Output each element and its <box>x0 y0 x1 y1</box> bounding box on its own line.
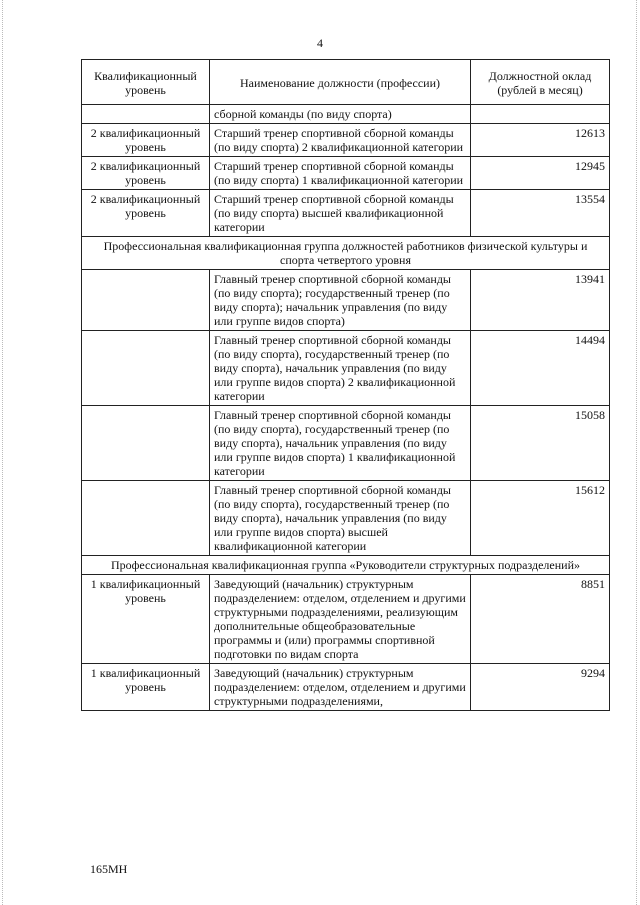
position-cell: Главный тренер спортивной сборной команды (по виду спорта), государственный тренер (по виду спорта), начальник управления (по виду или группе видов спорта) высшей квалификационной категории <box>210 481 471 556</box>
table-row <box>82 190 610 237</box>
table-row <box>82 664 610 711</box>
table-header-row <box>82 60 610 105</box>
header-level: Квалификационный уровень <box>82 60 210 105</box>
level-cell <box>82 331 210 406</box>
table-row <box>82 105 610 124</box>
table-body <box>82 105 610 711</box>
group-heading-row <box>82 556 610 575</box>
level-cell: 1 квалификационный уровень <box>82 664 210 711</box>
position-cell: Главный тренер спортивной сборной команды (по виду спорта); государственный тренер (по виду спорта); начальник управления (по виду или группе видов спорта) <box>210 270 471 331</box>
salary-cell: 15058 <box>471 406 610 481</box>
salary-cell <box>471 105 610 124</box>
salary-table <box>81 59 610 711</box>
document-code: 165МН <box>90 862 128 876</box>
position-cell: Заведующий (начальник) структурным подразделением: отделом, отделением и другими структурными подразделениями, реализующим дополнительные общеобразовательные программы и (или) программы спортивной подготовки по видам спорта <box>210 575 471 664</box>
table-row <box>82 157 610 190</box>
salary-cell: 13554 <box>471 190 610 237</box>
level-cell: 2 квалификационный уровень <box>82 157 210 190</box>
salary-cell: 9294 <box>471 664 610 711</box>
group-heading: Профессиональная квалификационная группа должностей работников физической культуры и спорта четвертого уровня <box>82 237 610 270</box>
scan-edge-right <box>636 0 638 905</box>
table-row <box>82 481 610 556</box>
salary-cell: 12945 <box>471 157 610 190</box>
salary-cell: 14494 <box>471 331 610 406</box>
level-cell: 2 квалификационный уровень <box>82 124 210 157</box>
scan-edge-left <box>2 0 4 905</box>
position-cell: Старший тренер спортивной сборной команды (по виду спорта) 2 квалификационной категории <box>210 124 471 157</box>
table-row <box>82 124 610 157</box>
table-row <box>82 331 610 406</box>
header-salary: Должностной оклад (рублей в месяц) <box>471 60 610 105</box>
position-cell: Главный тренер спортивной сборной команды (по виду спорта), государственный тренер (по виду спорта), начальник управления (по виду или группе видов спорта) 2 квалификационной категории <box>210 331 471 406</box>
position-cell: сборной команды (по виду спорта) <box>210 105 471 124</box>
salary-cell: 13941 <box>471 270 610 331</box>
group-heading-row <box>82 237 610 270</box>
position-cell: Старший тренер спортивной сборной команды (по виду спорта) 1 квалификационной категории <box>210 157 471 190</box>
table-row <box>82 406 610 481</box>
level-cell <box>82 105 210 124</box>
group-heading: Профессиональная квалификационная группа «Руководители структурных подразделений» <box>82 556 610 575</box>
salary-cell: 8851 <box>471 575 610 664</box>
level-cell: 1 квалификационный уровень <box>82 575 210 664</box>
salary-cell: 12613 <box>471 124 610 157</box>
level-cell <box>82 270 210 331</box>
position-cell: Заведующий (начальник) структурным подразделением: отделом, отделением и другими структурными подразделениями, <box>210 664 471 711</box>
level-cell <box>82 406 210 481</box>
level-cell: 2 квалификационный уровень <box>82 190 210 237</box>
position-cell: Главный тренер спортивной сборной команды (по виду спорта), государственный тренер (по виду спорта), начальник управления (по виду или группе видов спорта) 1 квалификационной категории <box>210 406 471 481</box>
page-number: 4 <box>317 36 323 50</box>
table-row <box>82 270 610 331</box>
salary-cell: 15612 <box>471 481 610 556</box>
table-row <box>82 575 610 664</box>
header-position: Наименование должности (профессии) <box>210 60 471 105</box>
level-cell <box>82 481 210 556</box>
position-cell: Старший тренер спортивной сборной команды (по виду спорта) высшей квалификационной категории <box>210 190 471 237</box>
